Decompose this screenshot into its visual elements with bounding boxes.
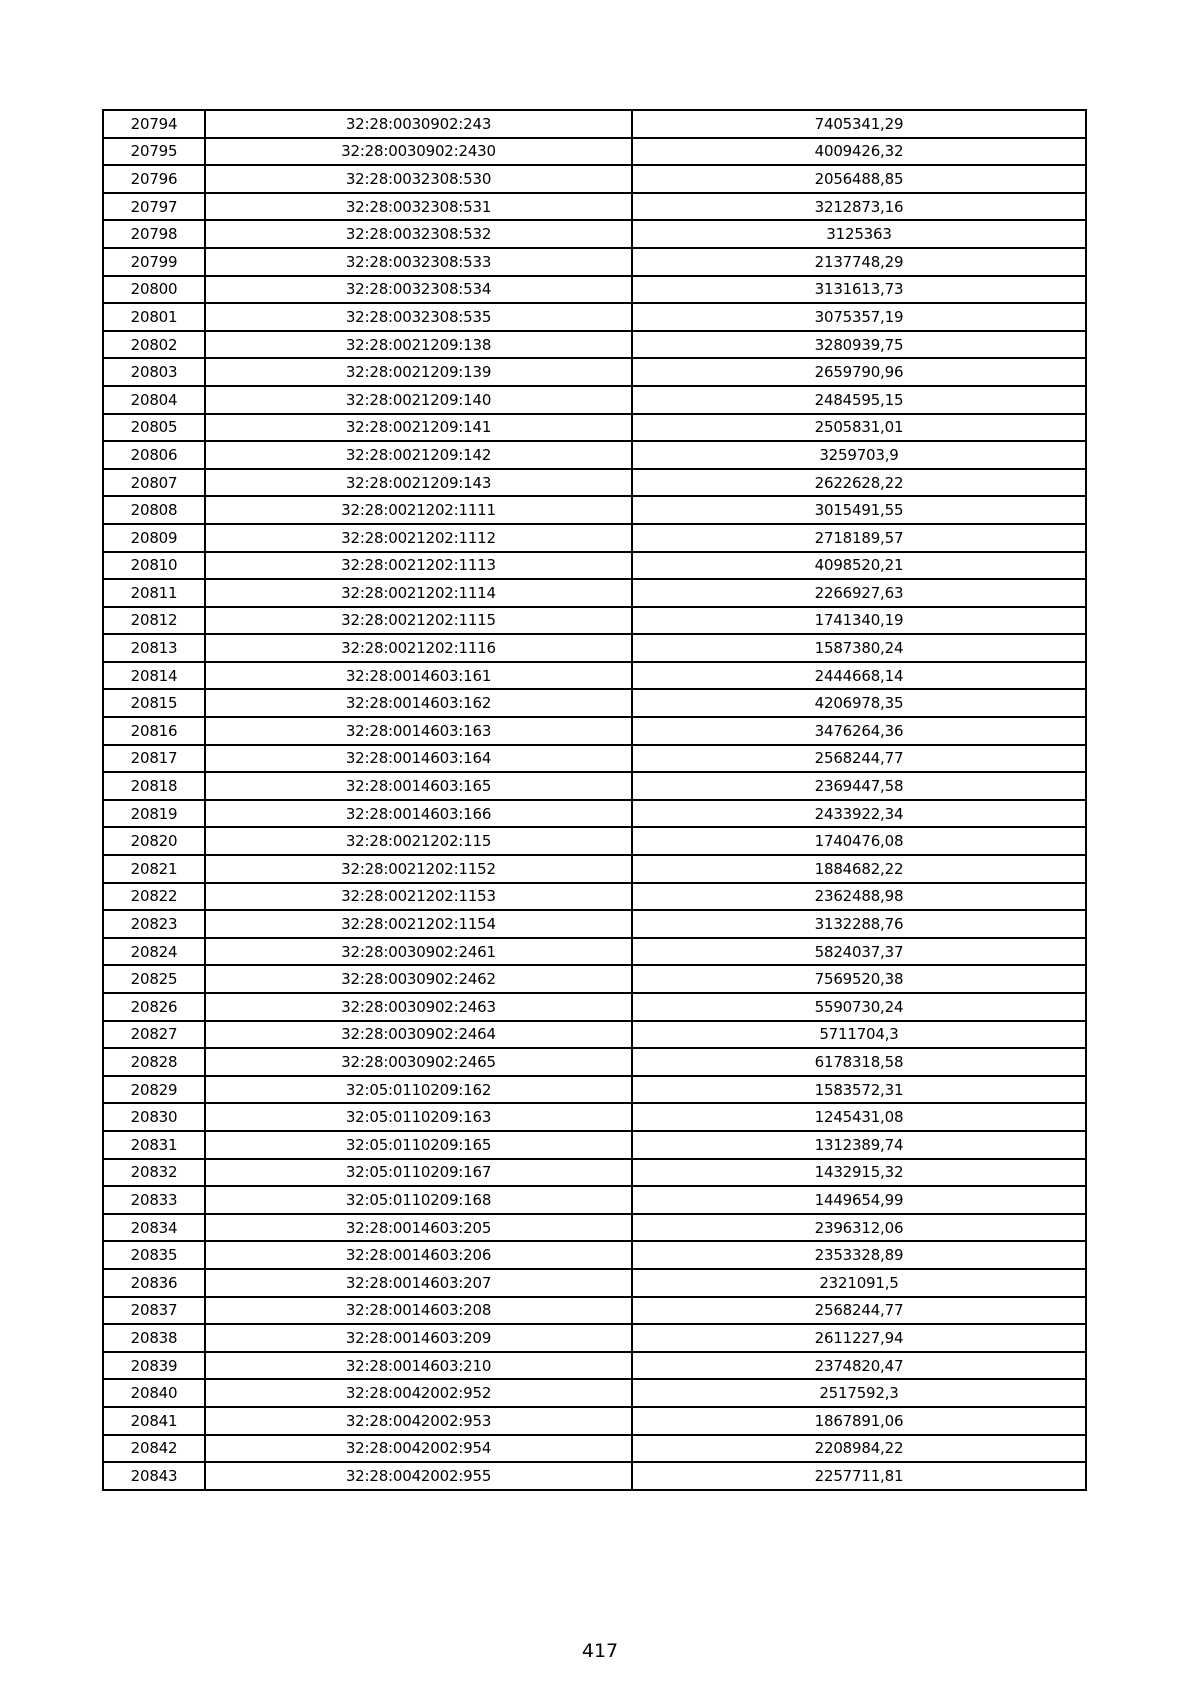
value-cell: 1587380,24 (632, 634, 1086, 662)
table-row (103, 745, 1086, 773)
value-cell: 3125363 (632, 220, 1086, 248)
table-row (103, 1269, 1086, 1297)
row-number-cell: 20814 (103, 662, 205, 690)
row-number-cell: 20819 (103, 800, 205, 828)
table-row (103, 414, 1086, 442)
table-row (103, 1297, 1086, 1325)
cadastral-number-cell: 32:28:0042002:954 (205, 1435, 632, 1463)
cadastral-number-cell: 32:28:0021202:1111 (205, 496, 632, 524)
row-number-cell: 20799 (103, 248, 205, 276)
cadastral-number-cell: 32:28:0021202:1152 (205, 855, 632, 883)
cadastral-number-cell: 32:05:0110209:162 (205, 1076, 632, 1104)
row-number-cell: 20829 (103, 1076, 205, 1104)
table-row (103, 1324, 1086, 1352)
cadastral-number-cell: 32:28:0014603:165 (205, 772, 632, 800)
table-row (103, 772, 1086, 800)
cadastral-number-cell: 32:28:0014603:210 (205, 1352, 632, 1380)
value-cell: 2568244,77 (632, 1297, 1086, 1325)
row-number-cell: 20813 (103, 634, 205, 662)
value-cell: 3131613,73 (632, 276, 1086, 304)
value-cell: 3075357,19 (632, 303, 1086, 331)
value-cell: 6178318,58 (632, 1048, 1086, 1076)
table-row (103, 607, 1086, 635)
table-row (103, 303, 1086, 331)
table-row (103, 110, 1086, 138)
value-cell: 2353328,89 (632, 1241, 1086, 1269)
cadastral-number-cell: 32:28:0014603:205 (205, 1214, 632, 1242)
value-cell: 2659790,96 (632, 358, 1086, 386)
table-row (103, 938, 1086, 966)
table-row (103, 524, 1086, 552)
table-row (103, 165, 1086, 193)
value-cell: 1741340,19 (632, 607, 1086, 635)
table-row (103, 1352, 1086, 1380)
table-row (103, 248, 1086, 276)
cadastral-number-cell: 32:28:0021209:143 (205, 469, 632, 497)
row-number-cell: 20834 (103, 1214, 205, 1242)
table-row (103, 1379, 1086, 1407)
cadastral-number-cell: 32:28:0032308:531 (205, 193, 632, 221)
value-cell: 1449654,99 (632, 1186, 1086, 1214)
table-row (103, 1241, 1086, 1269)
value-cell: 1884682,22 (632, 855, 1086, 883)
cadastral-number-cell: 32:28:0042002:952 (205, 1379, 632, 1407)
table-row (103, 689, 1086, 717)
cadastral-number-cell: 32:28:0030902:2430 (205, 138, 632, 166)
row-number-cell: 20821 (103, 855, 205, 883)
cadastral-number-cell: 32:28:0021209:142 (205, 441, 632, 469)
value-cell: 2718189,57 (632, 524, 1086, 552)
cadastral-number-cell: 32:28:0032308:535 (205, 303, 632, 331)
table-row (103, 965, 1086, 993)
cadastral-number-cell: 32:05:0110209:167 (205, 1159, 632, 1187)
row-number-cell: 20815 (103, 689, 205, 717)
table-row (103, 1462, 1086, 1490)
value-cell: 2622628,22 (632, 469, 1086, 497)
row-number-cell: 20843 (103, 1462, 205, 1490)
value-cell: 1312389,74 (632, 1131, 1086, 1159)
row-number-cell: 20840 (103, 1379, 205, 1407)
value-cell: 3212873,16 (632, 193, 1086, 221)
value-cell: 2362488,98 (632, 883, 1086, 911)
value-cell: 7569520,38 (632, 965, 1086, 993)
row-number-cell: 20833 (103, 1186, 205, 1214)
cadastral-number-cell: 32:28:0014603:206 (205, 1241, 632, 1269)
table-row (103, 138, 1086, 166)
row-number-cell: 20795 (103, 138, 205, 166)
value-cell: 5824037,37 (632, 938, 1086, 966)
row-number-cell: 20820 (103, 827, 205, 855)
data-table (102, 109, 1087, 1491)
value-cell: 2444668,14 (632, 662, 1086, 690)
row-number-cell: 20807 (103, 469, 205, 497)
cadastral-number-cell: 32:28:0030902:2464 (205, 1021, 632, 1049)
table-row (103, 800, 1086, 828)
table-row (103, 1131, 1086, 1159)
row-number-cell: 20825 (103, 965, 205, 993)
value-cell: 1432915,32 (632, 1159, 1086, 1187)
value-cell: 1245431,08 (632, 1103, 1086, 1131)
table-row (103, 1186, 1086, 1214)
row-number-cell: 20826 (103, 993, 205, 1021)
value-cell: 2137748,29 (632, 248, 1086, 276)
table-row (103, 193, 1086, 221)
table-row (103, 579, 1086, 607)
row-number-cell: 20800 (103, 276, 205, 304)
value-cell: 2257711,81 (632, 1462, 1086, 1490)
row-number-cell: 20817 (103, 745, 205, 773)
row-number-cell: 20816 (103, 717, 205, 745)
row-number-cell: 20804 (103, 386, 205, 414)
row-number-cell: 20803 (103, 358, 205, 386)
value-cell: 2208984,22 (632, 1435, 1086, 1463)
cadastral-number-cell: 32:28:0032308:532 (205, 220, 632, 248)
value-cell: 2568244,77 (632, 745, 1086, 773)
table-row (103, 469, 1086, 497)
value-cell: 4098520,21 (632, 552, 1086, 580)
cadastral-number-cell: 32:28:0021202:1153 (205, 883, 632, 911)
value-cell: 5711704,3 (632, 1021, 1086, 1049)
cadastral-number-cell: 32:28:0021202:1154 (205, 910, 632, 938)
value-cell: 2517592,3 (632, 1379, 1086, 1407)
row-number-cell: 20832 (103, 1159, 205, 1187)
row-number-cell: 20831 (103, 1131, 205, 1159)
cadastral-number-cell: 32:28:0030902:2463 (205, 993, 632, 1021)
cadastral-number-cell: 32:28:0021209:140 (205, 386, 632, 414)
row-number-cell: 20808 (103, 496, 205, 524)
row-number-cell: 20811 (103, 579, 205, 607)
table-row (103, 827, 1086, 855)
value-cell: 2484595,15 (632, 386, 1086, 414)
cadastral-number-cell: 32:28:0042002:953 (205, 1407, 632, 1435)
row-number-cell: 20836 (103, 1269, 205, 1297)
cadastral-number-cell: 32:28:0014603:207 (205, 1269, 632, 1297)
cadastral-number-cell: 32:28:0042002:955 (205, 1462, 632, 1490)
table-row (103, 1407, 1086, 1435)
cadastral-number-cell: 32:28:0014603:208 (205, 1297, 632, 1325)
cadastral-number-cell: 32:28:0014603:162 (205, 689, 632, 717)
row-number-cell: 20822 (103, 883, 205, 911)
row-number-cell: 20810 (103, 552, 205, 580)
table-row (103, 441, 1086, 469)
cadastral-number-cell: 32:28:0030902:2465 (205, 1048, 632, 1076)
row-number-cell: 20837 (103, 1297, 205, 1325)
cadastral-number-cell: 32:28:0014603:164 (205, 745, 632, 773)
table-row (103, 634, 1086, 662)
row-number-cell: 20824 (103, 938, 205, 966)
table-row (103, 386, 1086, 414)
table-row (103, 662, 1086, 690)
row-number-cell: 20798 (103, 220, 205, 248)
value-cell: 2396312,06 (632, 1214, 1086, 1242)
table-row (103, 1214, 1086, 1242)
table-row (103, 331, 1086, 359)
row-number-cell: 20830 (103, 1103, 205, 1131)
table-row (103, 1435, 1086, 1463)
table-row (103, 910, 1086, 938)
row-number-cell: 20806 (103, 441, 205, 469)
row-number-cell: 20812 (103, 607, 205, 635)
table-row (103, 276, 1086, 304)
cadastral-number-cell: 32:28:0032308:530 (205, 165, 632, 193)
value-cell: 2374820,47 (632, 1352, 1086, 1380)
value-cell: 2266927,63 (632, 579, 1086, 607)
row-number-cell: 20794 (103, 110, 205, 138)
cadastral-number-cell: 32:28:0032308:533 (205, 248, 632, 276)
value-cell: 4206978,35 (632, 689, 1086, 717)
row-number-cell: 20805 (103, 414, 205, 442)
row-number-cell: 20838 (103, 1324, 205, 1352)
value-cell: 2056488,85 (632, 165, 1086, 193)
cadastral-number-cell: 32:28:0021202:1112 (205, 524, 632, 552)
row-number-cell: 20839 (103, 1352, 205, 1380)
table-row (103, 717, 1086, 745)
cadastral-number-cell: 32:05:0110209:168 (205, 1186, 632, 1214)
row-number-cell: 20827 (103, 1021, 205, 1049)
value-cell: 2505831,01 (632, 414, 1086, 442)
row-number-cell: 20797 (103, 193, 205, 221)
cadastral-number-cell: 32:05:0110209:163 (205, 1103, 632, 1131)
row-number-cell: 20801 (103, 303, 205, 331)
cadastral-number-cell: 32:28:0030902:2462 (205, 965, 632, 993)
table-row (103, 1159, 1086, 1187)
value-cell: 2369447,58 (632, 772, 1086, 800)
cadastral-number-cell: 32:05:0110209:165 (205, 1131, 632, 1159)
row-number-cell: 20823 (103, 910, 205, 938)
row-number-cell: 20828 (103, 1048, 205, 1076)
table-row (103, 358, 1086, 386)
value-cell: 3476264,36 (632, 717, 1086, 745)
row-number-cell: 20802 (103, 331, 205, 359)
cadastral-number-cell: 32:28:0014603:163 (205, 717, 632, 745)
cadastral-number-cell: 32:28:0030902:243 (205, 110, 632, 138)
row-number-cell: 20841 (103, 1407, 205, 1435)
table-row (103, 883, 1086, 911)
value-cell: 3015491,55 (632, 496, 1086, 524)
row-number-cell: 20842 (103, 1435, 205, 1463)
value-cell: 3132288,76 (632, 910, 1086, 938)
cadastral-number-cell: 32:28:0021202:1113 (205, 552, 632, 580)
cadastral-number-cell: 32:28:0032308:534 (205, 276, 632, 304)
table-row (103, 220, 1086, 248)
cadastral-number-cell: 32:28:0021202:1115 (205, 607, 632, 635)
table-row (103, 1076, 1086, 1104)
table-row (103, 1048, 1086, 1076)
table-row (103, 1021, 1086, 1049)
value-cell: 7405341,29 (632, 110, 1086, 138)
table-row (103, 993, 1086, 1021)
row-number-cell: 20818 (103, 772, 205, 800)
row-number-cell: 20835 (103, 1241, 205, 1269)
page-number: 417 (581, 1640, 619, 1662)
cadastral-number-cell: 32:28:0014603:209 (205, 1324, 632, 1352)
cadastral-number-cell: 32:28:0021202:1114 (205, 579, 632, 607)
cadastral-number-cell: 32:28:0021202:115 (205, 827, 632, 855)
value-cell: 1740476,08 (632, 827, 1086, 855)
table-row (103, 1103, 1086, 1131)
value-cell: 1583572,31 (632, 1076, 1086, 1104)
cadastral-number-cell: 32:28:0021209:138 (205, 331, 632, 359)
cadastral-number-cell: 32:28:0014603:161 (205, 662, 632, 690)
table-row (103, 855, 1086, 883)
cadastral-number-cell: 32:28:0014603:166 (205, 800, 632, 828)
value-cell: 1867891,06 (632, 1407, 1086, 1435)
row-number-cell: 20809 (103, 524, 205, 552)
cadastral-number-cell: 32:28:0021209:139 (205, 358, 632, 386)
cadastral-number-cell: 32:28:0030902:2461 (205, 938, 632, 966)
value-cell: 2321091,5 (632, 1269, 1086, 1297)
cadastral-number-cell: 32:28:0021209:141 (205, 414, 632, 442)
value-cell: 5590730,24 (632, 993, 1086, 1021)
value-cell: 4009426,32 (632, 138, 1086, 166)
row-number-cell: 20796 (103, 165, 205, 193)
value-cell: 3259703,9 (632, 441, 1086, 469)
value-cell: 2433922,34 (632, 800, 1086, 828)
value-cell: 3280939,75 (632, 331, 1086, 359)
cadastral-number-cell: 32:28:0021202:1116 (205, 634, 632, 662)
value-cell: 2611227,94 (632, 1324, 1086, 1352)
table-body (103, 110, 1086, 1490)
table-row (103, 496, 1086, 524)
table-row (103, 552, 1086, 580)
